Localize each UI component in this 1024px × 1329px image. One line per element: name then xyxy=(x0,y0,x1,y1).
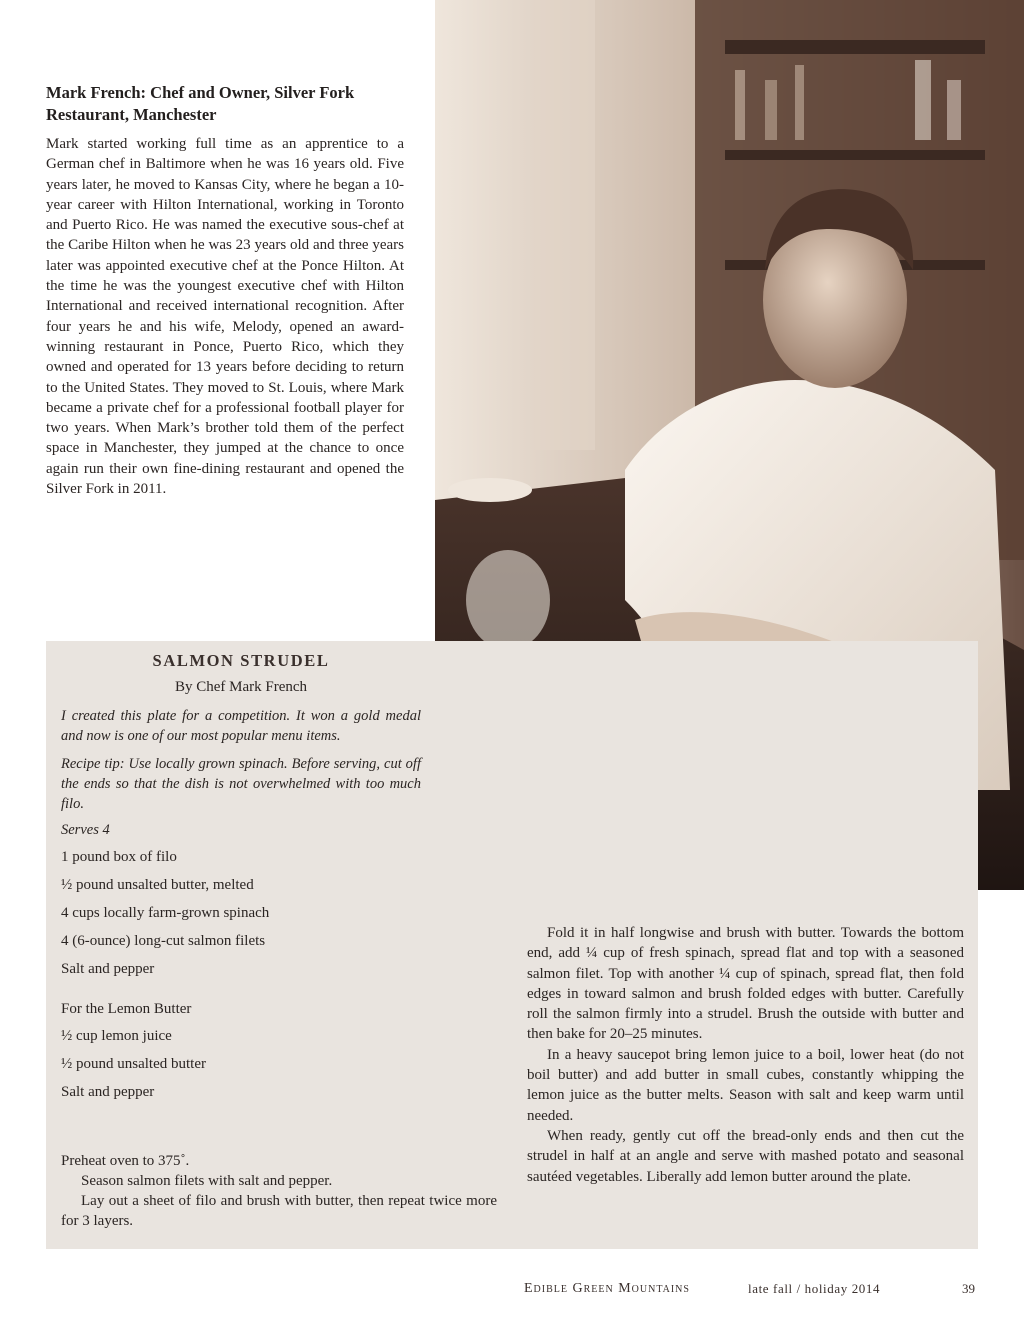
footer-publication: Edible Green Mountains xyxy=(524,1281,690,1296)
recipe-intro: I created this plate for a competition. It won a gold medal and now is one of our most popular menu items. xyxy=(61,708,421,744)
method-paragraph: In a heavy saucepot bring lemon juice to a boil, lower heat (do not boil butter) and add butter in small cubes, constantly whipping the lemon juice as the butter melts. Season with salt and keep warm until needed. xyxy=(527,1046,964,1124)
ingredient-item: Salt and pepper xyxy=(61,1084,155,1100)
recipe-tip: Recipe tip: Use locally grown spinach. Before serving, cut off the ends so that the dish is not overwhelmed with too much filo. xyxy=(61,756,421,812)
ingredient-item: Salt and pepper xyxy=(61,961,155,977)
method-paragraph: When ready, gently cut off the bread-only ends and then cut the strudel in half at an angle and serve with mashed potato and seasonal sautéed vegetables. Liberally add lemon butter around the plate. xyxy=(527,1127,964,1185)
ingredient-list xyxy=(61,847,421,979)
profile-body: Mark started working full time as an apprentice to a German chef in Baltimore when he was 16 years old. Five years later, he moved to Kansas City, where he began a 10-year career with Hilton International, working in Toronto and Puerto Rico. He was named the executive sous-chef at the Caribe Hilton when he was 23 years old and three years later was appointed executive chef at the Ponce Hilton. At the time he was the youngest executive chef with Hilton International and received international recognition. After four years he and his wife, Melody, opened an award-winning restaurant in Ponce, Puerto Rico, which they owned and operated for 13 years before deciding to return to the United States. They moved to St. Louis, where Mark became a private chef for a professional football player for two years. When Mark’s brother told them of the perfect space in Manchester, they jumped at the chance to once again run their own fine-dining restaurant and opened the Silver Fork in 2011. xyxy=(46,136,404,498)
method-left xyxy=(61,1151,497,1231)
ingredient-item: 1 pound box of filo xyxy=(61,849,177,865)
ingredient-item: 4 (6-ounce) long-cut salmon filets xyxy=(61,933,266,949)
recipe-panel xyxy=(46,641,978,1249)
lemon-butter-ingredient-list xyxy=(61,1026,421,1102)
page-number: 39 xyxy=(962,1281,975,1296)
recipe-serves: Serves 4 xyxy=(61,822,110,838)
recipe-byline: By Chef Mark French xyxy=(174,679,308,695)
method-step: Lay out a sheet of filo and brush with butter, then repeat twice more for 3 layers. xyxy=(61,1193,497,1229)
ingredient-item: ½ pound unsalted butter, melted xyxy=(61,877,254,893)
footer-issue: late fall / holiday 2014 xyxy=(748,1281,881,1296)
profile-heading: Mark French: Chef and Owner, Silver Fork Restaurant, Manchester xyxy=(46,83,355,124)
method-right-column xyxy=(527,923,964,1187)
method-step: Season salmon filets with salt and pepper. xyxy=(81,1173,333,1189)
ingredient-item: ½ pound unsalted butter xyxy=(61,1056,206,1072)
recipe-title: SALMON STRUDEL xyxy=(152,651,330,670)
lemon-butter-heading: For the Lemon Butter xyxy=(61,1001,192,1017)
ingredient-item: ½ cup lemon juice xyxy=(61,1028,172,1044)
method-step: Preheat oven to 375˚. xyxy=(61,1153,190,1169)
ingredient-item: 4 cups locally farm-grown spinach xyxy=(61,905,270,921)
chef-profile xyxy=(46,82,404,499)
recipe-left-column xyxy=(61,651,421,1110)
page-footer xyxy=(0,1281,1024,1301)
method-paragraph: Fold it in half longwise and brush with butter. Towards the bottom end, add ¼ cup of fresh spinach, spread flat and top with a seasoned salmon filet. Top with another ¼ cup of spinach, spread flat, then fold edges in toward salmon and brush folded edges with butter. Carefully roll the salmon firmly into a strudel. Brush the outside with butter and then bake for 20–25 minutes. xyxy=(527,925,964,1043)
